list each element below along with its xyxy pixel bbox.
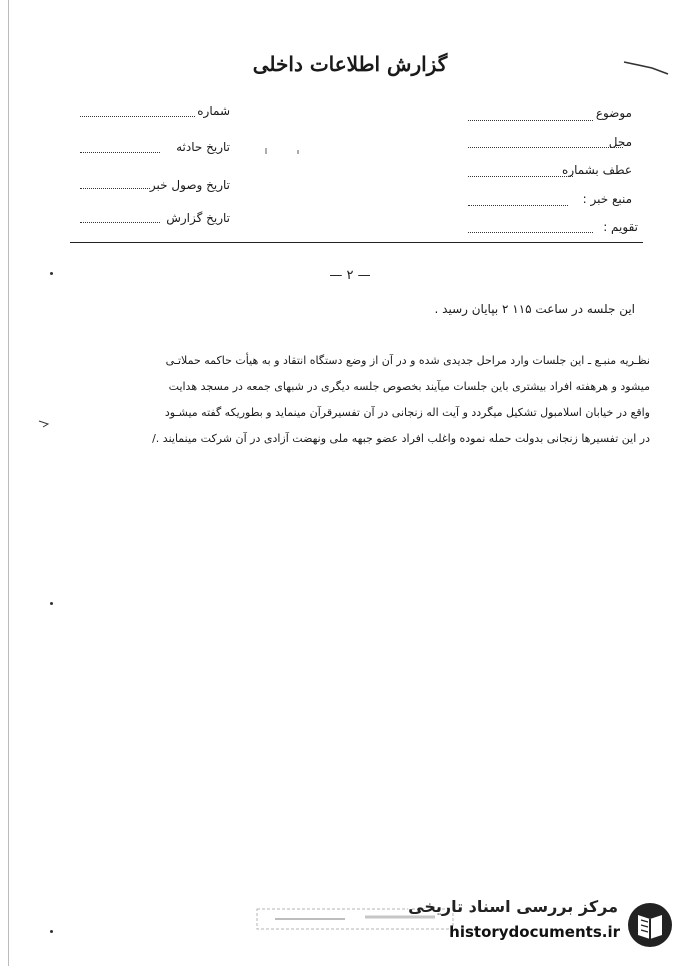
event-date-line [80, 152, 160, 153]
event-date-label: تاریخ حادثه [176, 140, 230, 154]
evaluation-label: تقویم : [603, 220, 638, 234]
page-number: — ۲ — [329, 268, 371, 283]
watermark-url: historydocuments.ir [449, 923, 620, 941]
watermark-logo [388, 895, 678, 955]
margin-mark [50, 272, 53, 275]
body-paragraph-line: واقع در خیابان اسلامبول تشکیل میگردد و آیت اله زنجانی در آن تفسیرقرآن مینماید و بطوریکه گفته میشـود [164, 406, 650, 419]
scan-speck [297, 150, 299, 154]
body-paragraph-line: در این تفسیرها زنجانی بدولت حمله نموده واغلب افراد عضو جبهه ملی ونهضت آزادی در آن شرکت مینمایند ./ [152, 432, 650, 445]
margin-tick [38, 418, 52, 428]
margin-mark [50, 602, 53, 605]
receipt-date-label: تاریخ وصول خبر [149, 178, 230, 192]
scan-speck [265, 148, 267, 154]
body-first-line: این جلسه در ساعت ۱۱۵ ۲ بپایان رسید . [434, 302, 635, 316]
pen-mark [622, 58, 672, 78]
place-label: محل [608, 135, 632, 149]
scan-edge-line [8, 0, 9, 966]
reference-line [468, 176, 573, 177]
body-paragraph-line: میشود و هرهفته افراد بیشتری باین جلسات میآیند بخصوص جلسه دیگری در شبهای جمعه در مسجد هدایت [168, 380, 650, 393]
body-paragraph-line: نظـریه منبـع ـ این جلسات وارد مراحل جدیدی شده و در آن از وضع دستگاه انتقاد و به هیأت حاکمه حملاتـی [165, 354, 650, 367]
evaluation-line [468, 232, 593, 233]
watermark-title: مرکز بررسی اسناد تاریخی [408, 897, 618, 916]
number-line [80, 116, 195, 117]
header-divider [70, 242, 643, 243]
report-title: گزارش اطلاعات داخلی [252, 52, 448, 76]
report-date-line [80, 222, 160, 223]
subject-label: موضوع [595, 106, 632, 120]
source-line [468, 205, 568, 206]
place-line [468, 147, 623, 148]
source-label: منبع خبر : [582, 192, 632, 206]
report-date-label: تاریخ گزارش [166, 211, 230, 225]
subject-line [468, 120, 593, 121]
receipt-date-line [80, 188, 150, 189]
reference-label: عطف بشماره [562, 163, 632, 177]
book-icon [626, 901, 674, 949]
margin-mark [50, 930, 53, 933]
number-label: شماره [197, 104, 230, 118]
